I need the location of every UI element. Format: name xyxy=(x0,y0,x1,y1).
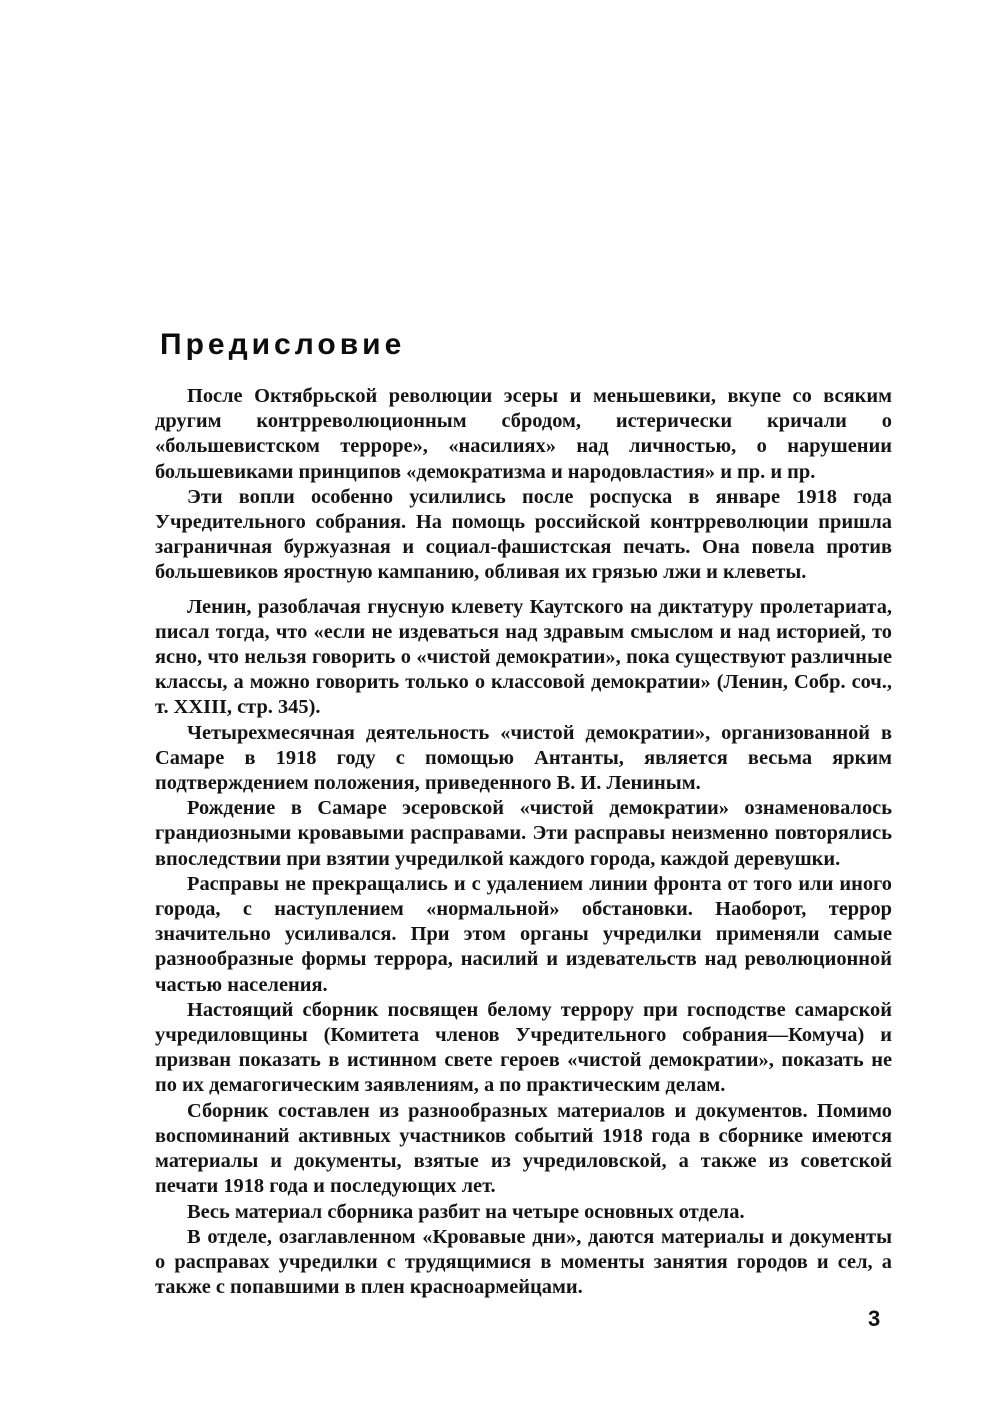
paragraph-2: Эти вопли особенно усилились после роспуска в январе 1918 года Учредительного собрания. На помощь российской контрреволюции пришла заграничная буржуазная и социал-фашистская печать. Она повела против большевиков яростную кампанию, обливая их грязью лжи и клеветы. xyxy=(155,485,892,584)
paragraph-7: Настоящий сборник посвящен белому террору при господстве самарской учредиловщины (Комитета членов Учредительного собрания—Комуча) и призван показать в истинном свете героев «чистой демократии», показать не по их демагогическим заявлениям, а по практическим делам. xyxy=(155,998,892,1097)
section-heading: Предисловие xyxy=(160,328,406,361)
paragraph-5: Рождение в Самаре эсеровской «чистой демократии» ознаменовалось грандиозными кровавыми расправами. Эти расправы неизменно повторялись впоследствии при взятии учредилкой каждого города, каждой деревушки. xyxy=(155,797,892,870)
body-text xyxy=(155,384,892,1300)
paragraph-1: После Октябрьской революции эсеры и меньшевики, вкупе со всяким другим контрреволюционным сбродом, истерически кричали о «большевистском терроре», «насилиях» над личностью, о нарушении большевиками принципов «демократизма и народовластия» и пр. и пр. xyxy=(155,385,892,483)
paragraph-10: В отделе, озаглавленном «Кровавые дни», даются материалы и документы о расправах учредилки с трудящимися в моменты занятия городов и сел, а также с попавшими в плен красноармейцами. xyxy=(155,1225,892,1299)
paragraph-3: Ленин, разоблачая гнусную клевету Каутского на диктатуру пролетариата, писал тогда, что «если не издеваться над здравым смыслом и над историей, то ясно, что нельзя говорить о «чистой демократии», пока существуют различные классы, а можно говорить только о классовой демократии» (Ленин, Собр. соч., т. XXIII, стр. 345). xyxy=(155,595,892,719)
paragraph-9: Весь материал сборника разбит на четыре основных отдела. xyxy=(187,1200,745,1223)
paragraph-4: Четырехмесячная деятельность «чистой демократии», организованной в Самаре в 1918 году с помощью Антанты, является весьма ярким подтверждением положения, приведенного В. И. Лениным. xyxy=(155,721,892,795)
page-number: 3 xyxy=(868,1306,881,1331)
paragraph-6: Расправы не прекращались и с удалением линии фронта от того или иного города, с наступлением «нормальной» обстановки. Наоборот, террор значительно усиливался. При этом органы учредилки применяли самые разнообразные формы террора, насилий и издевательств над революционной частью населения. xyxy=(155,872,892,996)
paragraph-8: Сборник составлен из разнообразных материалов и документов. Помимо воспоминаний активных участников событий 1918 года в сборнике имеются материалы и документы, взятые из учредиловской, а также из советской печати 1918 года и последующих лет. xyxy=(155,1099,892,1198)
